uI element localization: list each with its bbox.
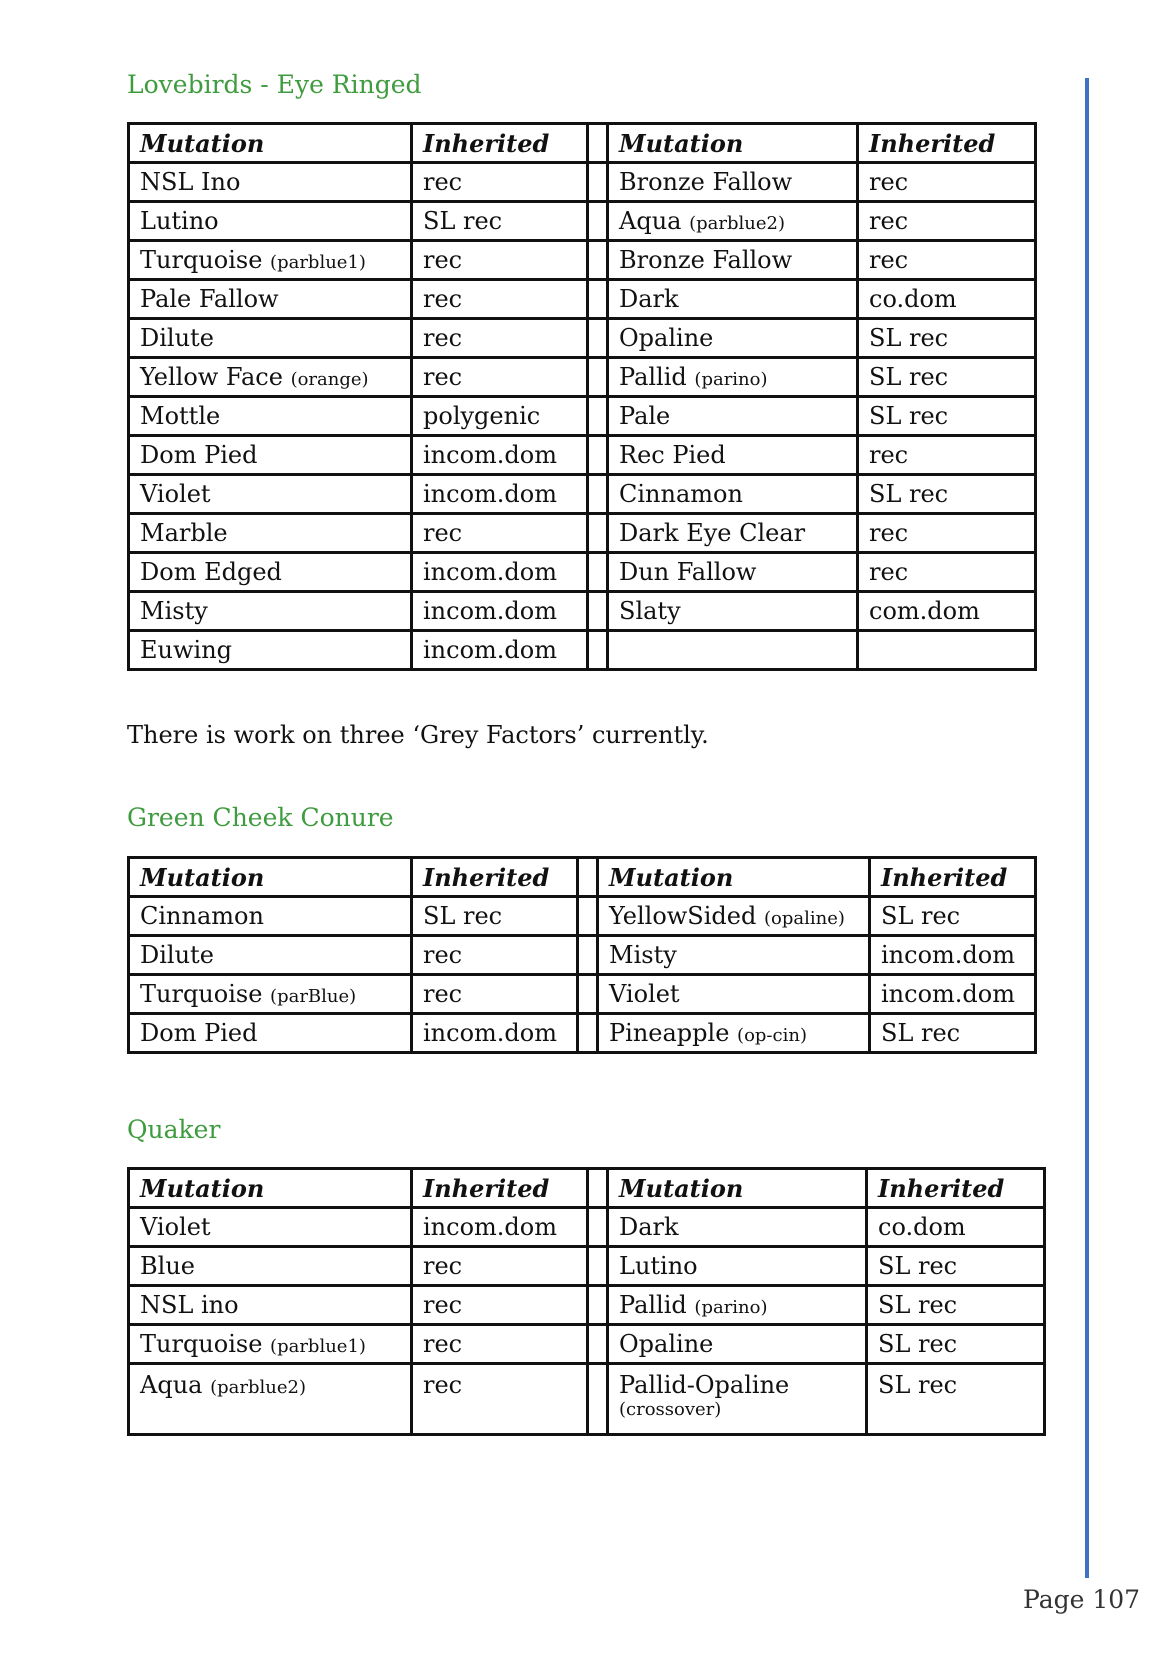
mutation-cell — [129, 1247, 412, 1286]
table-row — [129, 358, 1036, 397]
inheritance-cell: SL rec — [870, 897, 1036, 936]
inheritance-cell: incom.dom — [412, 475, 588, 514]
mutation-cell — [129, 1208, 412, 1247]
mutation-name: Blue — [140, 1252, 195, 1280]
inheritance-cell: rec — [858, 514, 1036, 553]
mutation-cell — [608, 202, 858, 241]
mutation-cell — [129, 319, 412, 358]
inheritance-cell: rec — [858, 553, 1036, 592]
mutation-name: Rec Pied — [619, 441, 726, 469]
mutation-name: Lutino — [619, 1252, 698, 1280]
mutation-qualifier: (parBlue) — [270, 986, 357, 1007]
mutation-name: Aqua — [619, 207, 682, 235]
column-gap — [578, 897, 598, 936]
inheritance-cell: SL rec — [412, 202, 588, 241]
inheritance-cell: incom.dom — [412, 553, 588, 592]
table-row — [129, 241, 1036, 280]
column-gap — [588, 436, 608, 475]
inheritance-cell: rec — [412, 358, 588, 397]
table-row — [129, 163, 1036, 202]
mutation-name: Opaline — [619, 324, 714, 352]
mutation-name: Violet — [140, 480, 211, 508]
column-gap — [588, 592, 608, 631]
column-gap — [588, 514, 608, 553]
mutation-cell — [129, 202, 412, 241]
mutation-cell — [129, 397, 412, 436]
inheritance-cell: rec — [412, 514, 588, 553]
mutation-qualifier: (parino) — [694, 369, 768, 390]
mutation-cell — [608, 397, 858, 436]
inheritance-cell: incom.dom — [412, 436, 588, 475]
mutation-cell — [598, 897, 870, 936]
inheritance-cell: rec — [858, 436, 1036, 475]
page-number: Page 107 — [1023, 1585, 1141, 1614]
mutation-name: Pallid — [619, 363, 687, 391]
inheritance-cell: rec — [858, 202, 1036, 241]
inheritance-cell: rec — [412, 975, 578, 1014]
mutation-name: Pallid — [619, 1291, 687, 1319]
margin-rule — [1085, 78, 1089, 1578]
mutation-cell — [129, 1014, 412, 1053]
mutation-name: Marble — [140, 519, 228, 547]
inheritance-cell: rec — [412, 280, 588, 319]
mutation-cell — [608, 436, 858, 475]
table-row — [129, 975, 1036, 1014]
mutation-name: Cinnamon — [140, 902, 264, 930]
column-gap — [578, 975, 598, 1014]
mutation-cell — [129, 592, 412, 631]
mutation-name: Euwing — [140, 636, 233, 664]
mutation-name: Dark Eye Clear — [619, 519, 806, 547]
mutation-name: Turquoise — [140, 980, 263, 1008]
mutation-name: Dark — [619, 1213, 679, 1241]
table-header-row — [129, 1169, 1045, 1208]
mutation-cell — [608, 1364, 867, 1435]
inheritance-cell: SL rec — [858, 475, 1036, 514]
mutation-name: NSL ino — [140, 1291, 239, 1319]
inheritance-cell: SL rec — [867, 1286, 1045, 1325]
column-gap — [588, 319, 608, 358]
inheritance-cell: com.dom — [858, 592, 1036, 631]
mutation-name: NSL Ino — [140, 168, 241, 196]
mutation-name: Pale Fallow — [140, 285, 279, 313]
mutation-cell — [608, 1208, 867, 1247]
table-header-row — [129, 124, 1036, 163]
mutation-name: Pallid-Opaline — [619, 1371, 790, 1399]
mutation-name: Aqua — [140, 1371, 203, 1399]
inheritance-cell: incom.dom — [412, 1208, 588, 1247]
mutation-qualifier: (orange) — [290, 369, 369, 390]
mutation-qualifier: (parblue1) — [270, 1336, 366, 1357]
mutation-cell — [608, 1286, 867, 1325]
mutation-cell — [608, 1247, 867, 1286]
table-row — [129, 514, 1036, 553]
mutation-cell — [129, 1364, 412, 1435]
grey-factors-note: There is work on three ‘Grey Factors’ currently. — [127, 721, 709, 749]
mutation-name: Dom Pied — [140, 1019, 258, 1047]
mutation-cell — [608, 1325, 867, 1364]
mutation-name: Dilute — [140, 324, 214, 352]
column-gap — [588, 358, 608, 397]
column-gap — [588, 1208, 608, 1247]
mutation-cell — [129, 1325, 412, 1364]
inheritance-cell: SL rec — [858, 397, 1036, 436]
header-mutation: Mutation — [608, 124, 858, 163]
table-row — [129, 936, 1036, 975]
mutation-cell — [608, 631, 858, 670]
inheritance-cell: rec — [412, 163, 588, 202]
inheritance-cell: rec — [412, 1286, 588, 1325]
column-gap — [588, 553, 608, 592]
column-gap — [588, 163, 608, 202]
column-gap — [588, 475, 608, 514]
inheritance-cell: rec — [412, 1325, 588, 1364]
table-row — [129, 475, 1036, 514]
inheritance-cell: co.dom — [858, 280, 1036, 319]
mutation-cell — [608, 514, 858, 553]
column-gap — [588, 280, 608, 319]
mutation-name: Violet — [140, 1213, 211, 1241]
table-row — [129, 280, 1036, 319]
column-gap — [588, 1247, 608, 1286]
inheritance-cell: SL rec — [858, 358, 1036, 397]
mutation-name: YellowSided — [609, 902, 757, 930]
mutation-name: Turquoise — [140, 246, 263, 274]
header-inherited: Inherited — [870, 858, 1036, 897]
inheritance-cell: polygenic — [412, 397, 588, 436]
mutation-qualifier: (opaline) — [764, 908, 845, 929]
column-gap — [588, 1325, 608, 1364]
mutation-name: Dom Edged — [140, 558, 282, 586]
section-title-lovebirds: Lovebirds - Eye Ringed — [127, 70, 422, 99]
mutation-name: Dark — [619, 285, 679, 313]
lovebirds-mutation-table — [127, 122, 1037, 671]
table-header-row — [129, 858, 1036, 897]
mutation-name: Bronze Fallow — [619, 246, 793, 274]
mutation-cell — [608, 241, 858, 280]
mutation-name: Pale — [619, 402, 671, 430]
green-cheek-conure-mutation-table — [127, 856, 1037, 1054]
table-row — [129, 897, 1036, 936]
inheritance-cell: rec — [412, 241, 588, 280]
inheritance-cell: co.dom — [867, 1208, 1045, 1247]
column-gap — [588, 1364, 608, 1435]
mutation-name: Cinnamon — [619, 480, 743, 508]
inheritance-cell: SL rec — [867, 1247, 1045, 1286]
mutation-cell — [129, 358, 412, 397]
table-row — [129, 319, 1036, 358]
header-mutation: Mutation — [598, 858, 870, 897]
mutation-cell — [129, 631, 412, 670]
inheritance-cell: incom.dom — [412, 631, 588, 670]
mutation-cell — [598, 975, 870, 1014]
mutation-cell — [598, 1014, 870, 1053]
mutation-cell — [129, 280, 412, 319]
column-gap — [588, 241, 608, 280]
mutation-name: Mottle — [140, 402, 221, 430]
mutation-cell — [608, 553, 858, 592]
inheritance-cell: SL rec — [867, 1364, 1045, 1435]
mutation-name: Dom Pied — [140, 441, 258, 469]
mutation-qualifier: (op-cin) — [737, 1025, 807, 1046]
table-row — [129, 1208, 1045, 1247]
mutation-cell — [598, 936, 870, 975]
mutation-cell — [129, 936, 412, 975]
mutation-name: Violet — [609, 980, 680, 1008]
mutation-qualifier: (parblue2) — [689, 213, 785, 234]
mutation-cell — [129, 475, 412, 514]
mutation-qualifier: (parblue2) — [210, 1377, 306, 1398]
mutation-name: Dun Fallow — [619, 558, 757, 586]
column-gap — [578, 936, 598, 975]
column-gap — [588, 1169, 608, 1208]
mutation-note: (crossover) — [619, 1399, 722, 1420]
section-title-green-cheek-conure: Green Cheek Conure — [127, 803, 394, 832]
table-row — [129, 397, 1036, 436]
header-inherited: Inherited — [858, 124, 1036, 163]
inheritance-cell — [858, 631, 1036, 670]
mutation-cell — [129, 241, 412, 280]
inheritance-cell: SL rec — [858, 319, 1036, 358]
inheritance-cell: rec — [412, 1247, 588, 1286]
table-row — [129, 1014, 1036, 1053]
header-mutation: Mutation — [608, 1169, 867, 1208]
inheritance-cell: incom.dom — [870, 975, 1036, 1014]
mutation-name: Yellow Face — [140, 363, 283, 391]
inheritance-cell: SL rec — [867, 1325, 1045, 1364]
mutation-cell — [608, 280, 858, 319]
header-inherited: Inherited — [867, 1169, 1045, 1208]
mutation-qualifier: (parblue1) — [270, 252, 366, 273]
inheritance-cell: SL rec — [412, 897, 578, 936]
column-gap — [588, 397, 608, 436]
mutation-cell — [129, 975, 412, 1014]
column-gap — [588, 631, 608, 670]
column-gap — [588, 124, 608, 163]
mutation-name: Dilute — [140, 941, 214, 969]
table-row — [129, 1247, 1045, 1286]
mutation-cell — [129, 514, 412, 553]
inheritance-cell: rec — [412, 936, 578, 975]
header-inherited: Inherited — [412, 124, 588, 163]
mutation-name: Opaline — [619, 1330, 714, 1358]
mutation-cell — [129, 1286, 412, 1325]
mutation-name: Lutino — [140, 207, 219, 235]
inheritance-cell: incom.dom — [412, 1014, 578, 1053]
mutation-name: Misty — [140, 597, 208, 625]
inheritance-cell: rec — [412, 1364, 588, 1435]
quaker-mutation-table — [127, 1167, 1046, 1436]
header-mutation: Mutation — [129, 858, 412, 897]
column-gap — [578, 858, 598, 897]
header-mutation: Mutation — [129, 124, 412, 163]
table-row — [129, 436, 1036, 475]
inheritance-cell: rec — [412, 319, 588, 358]
table-row — [129, 631, 1036, 670]
mutation-cell — [129, 553, 412, 592]
mutation-name: Turquoise — [140, 1330, 263, 1358]
table-row — [129, 1325, 1045, 1364]
column-gap — [588, 202, 608, 241]
header-inherited: Inherited — [412, 1169, 588, 1208]
mutation-cell — [129, 163, 412, 202]
mutation-cell — [129, 897, 412, 936]
section-title-quaker: Quaker — [127, 1115, 221, 1144]
table-row — [129, 1364, 1045, 1435]
table-row — [129, 202, 1036, 241]
mutation-cell — [608, 592, 858, 631]
inheritance-cell: rec — [858, 163, 1036, 202]
inheritance-cell: rec — [858, 241, 1036, 280]
column-gap — [588, 1286, 608, 1325]
header-mutation: Mutation — [129, 1169, 412, 1208]
mutation-cell — [608, 319, 858, 358]
table-row — [129, 1286, 1045, 1325]
table-row — [129, 592, 1036, 631]
header-inherited: Inherited — [412, 858, 578, 897]
mutation-cell — [608, 163, 858, 202]
inheritance-cell: SL rec — [870, 1014, 1036, 1053]
mutation-name: Misty — [609, 941, 677, 969]
mutation-cell — [608, 475, 858, 514]
mutation-name: Bronze Fallow — [619, 168, 793, 196]
mutation-name: Slaty — [619, 597, 681, 625]
inheritance-cell: incom.dom — [870, 936, 1036, 975]
mutation-name: Pineapple — [609, 1019, 730, 1047]
mutation-qualifier: (parino) — [694, 1297, 768, 1318]
mutation-cell — [608, 358, 858, 397]
mutation-cell — [129, 436, 412, 475]
inheritance-cell: incom.dom — [412, 592, 588, 631]
column-gap — [578, 1014, 598, 1053]
table-row — [129, 553, 1036, 592]
